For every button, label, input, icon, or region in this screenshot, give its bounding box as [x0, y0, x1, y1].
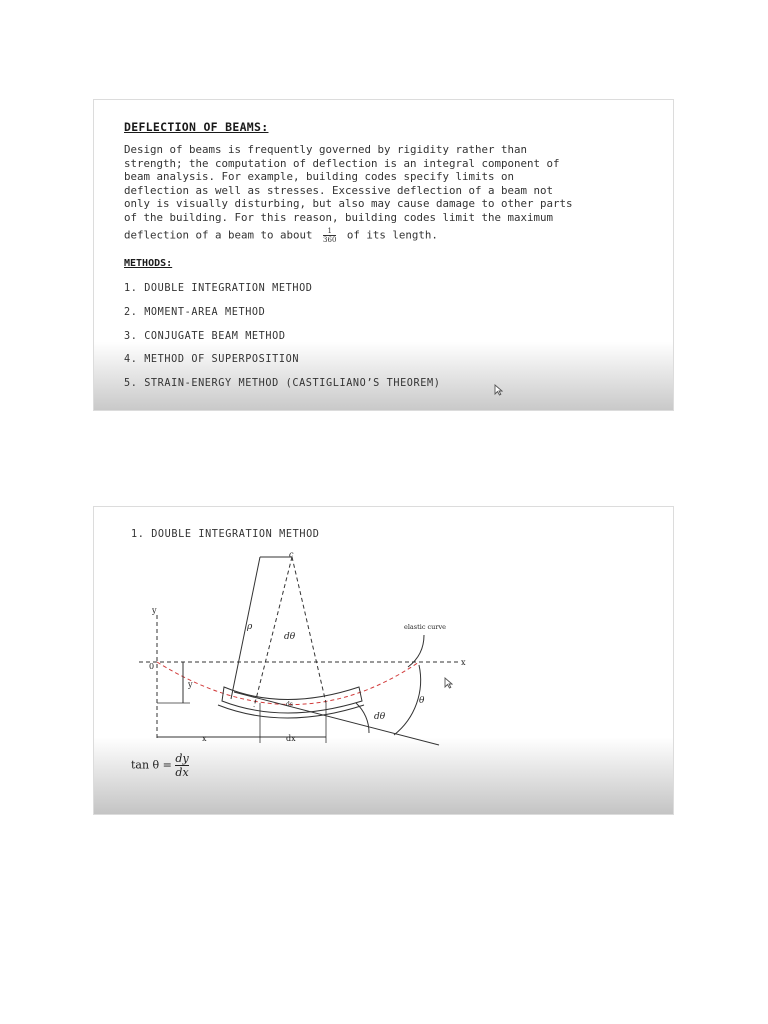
label-ds: ds: [286, 701, 293, 708]
paragraph-line: strength; the computation of deflection is an integral component of: [124, 156, 560, 170]
paragraph-line: deflection as well as stresses. Excessive deflection of a beam not: [124, 183, 554, 197]
dtheta-arc: [356, 703, 369, 733]
label-x-dim: x: [202, 734, 207, 743]
slide-double-integration: [93, 506, 674, 815]
label-rho: ρ: [247, 622, 253, 632]
methods-heading: METHODS:: [124, 258, 173, 269]
last-line-after: of its length.: [346, 228, 438, 242]
last-line-before: deflection of a beam to about: [124, 228, 313, 242]
label-dtheta-right: dθ: [374, 712, 386, 722]
method-item: 1. DOUBLE INTEGRATION METHOD: [124, 283, 313, 294]
fraction-denominator: 360: [323, 235, 337, 244]
formula-lhs: tan θ =: [131, 758, 172, 772]
slide-title: DEFLECTION OF BEAMS:: [124, 120, 269, 134]
mouse-cursor-icon: [444, 677, 453, 692]
tan-theta-formula: [131, 752, 189, 779]
label-theta: θ: [419, 696, 425, 706]
slide-deflection-of-beams: [93, 99, 674, 411]
method-item: 5. STRAIN-ENERGY METHOD (CASTIGLIANO’S THEOREM): [124, 378, 441, 389]
mouse-cursor-icon: [494, 384, 503, 399]
method-item: 4. METHOD OF SUPERPOSITION: [124, 354, 300, 365]
label-dtheta-top: dθ: [284, 632, 296, 642]
method-item: 2. MOMENT-AREA METHOD: [124, 307, 266, 318]
paragraph-line: of the building. For this reason, building codes limit the maximum: [124, 210, 554, 224]
method-item: 3. CONJUGATE BEAM METHOD: [124, 331, 286, 342]
formula-denominator: dx: [175, 766, 189, 779]
radius-line-left: [231, 557, 260, 699]
paragraph-line: Design of beams is frequently governed by rigidity rather than: [124, 143, 528, 156]
paragraph-line: beam analysis. For example, building codes specify limits on: [124, 170, 515, 184]
label-y-axis: y: [152, 606, 157, 615]
label-c: c: [289, 550, 294, 559]
fraction-1-360: [323, 227, 336, 244]
label-origin: 0: [149, 662, 155, 671]
label-x-axis: x: [461, 658, 466, 667]
paragraph-last-line: [124, 227, 624, 244]
fraction-numerator: 1: [323, 227, 336, 236]
elastic-curve: [157, 662, 419, 705]
slide-title: 1. DOUBLE INTEGRATION METHOD: [131, 529, 320, 540]
formula-numerator: dy: [175, 752, 189, 765]
formula-fraction: [175, 752, 188, 779]
label-elastic-curve: elastic curve: [404, 623, 446, 631]
label-y-dim: y: [188, 680, 193, 689]
paragraph-line: only is visually disturbing, but also may cause damage to other parts: [124, 197, 573, 211]
radius-line-dashed-2: [292, 557, 326, 703]
beam-segment: [222, 687, 362, 713]
intro-paragraph: [124, 143, 624, 244]
label-dx: dx: [286, 734, 296, 743]
